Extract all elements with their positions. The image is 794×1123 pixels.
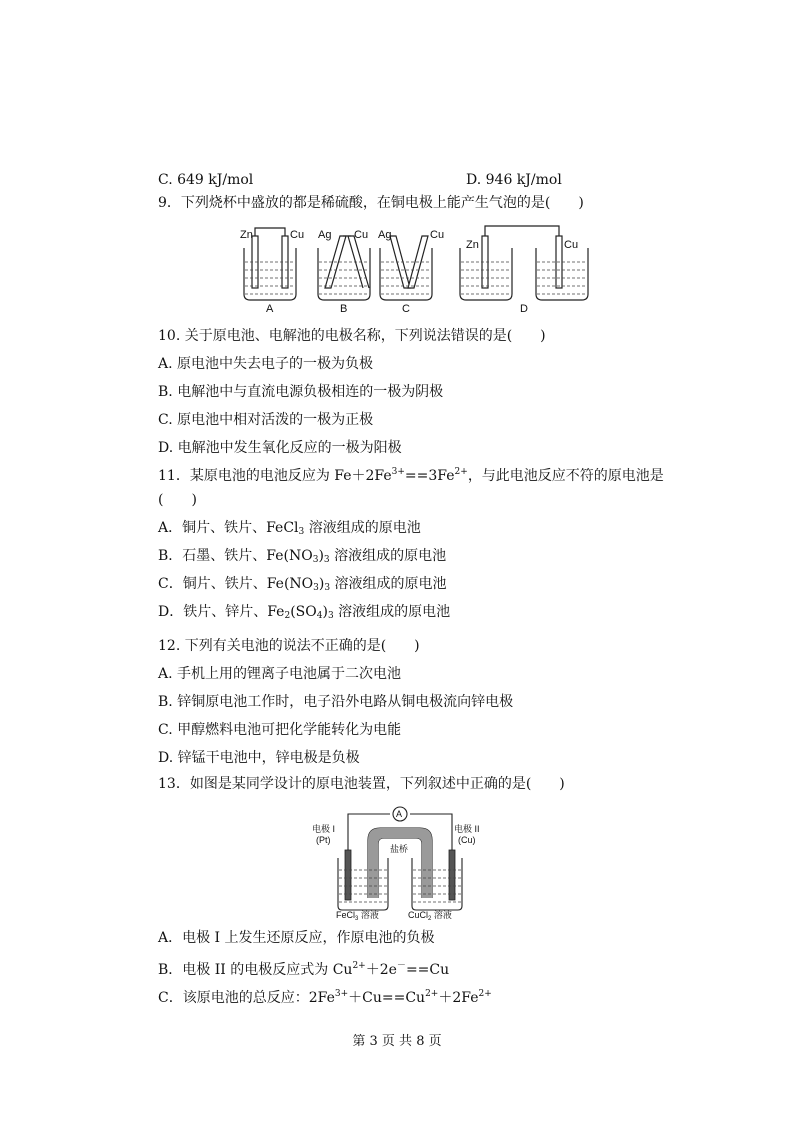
right-solution-label: CuCl$_2$ 溶液 — [408, 910, 452, 922]
q12-option-a: A. 手机上用的锂离子电池属于二次电池 — [158, 666, 402, 682]
q13-option-c: C．该原电池的总反应：$2Fe^{3+}+Cu==Cu^{2+}+2Fe^{2+}$ — [158, 989, 492, 1006]
q9-figure — [232, 222, 592, 315]
q11-option-a: A．铜片、铁片、FeCl$_3$ 溶液组成的原电池 — [158, 520, 421, 537]
salt-bridge-label: 盐桥 — [390, 844, 409, 854]
q9-a-left-label: Zn — [240, 229, 253, 241]
q9-c-right-label: Cu — [430, 229, 445, 241]
q9-a-right-label: Cu — [290, 229, 305, 241]
q10-option-c: C. 原电池中相对活泼的一极为正极 — [158, 412, 374, 428]
right-electrode-material: (Cu) — [458, 835, 476, 845]
q10-stem: 10. 关于原电池、电解池的电极名称，下列说法错误的是( ) — [158, 328, 546, 344]
left-electrode-material: (Pt) — [316, 835, 331, 845]
q9-b-left-label: Ag — [318, 229, 332, 241]
q13-figure — [310, 800, 490, 922]
q12-stem: 12. 下列有关电池的说法不正确的是( ) — [158, 638, 420, 654]
right-electrode-label: 电极 II — [454, 824, 480, 834]
q13-option-a: A．电极 I 上发生还原反应，作原电池的负极 — [158, 930, 435, 946]
q10-option-a: A. 原电池中失去电子的一极为负极 — [158, 356, 374, 372]
q11-option-c: C．铜片、铁片、$Fe(NO_3)_3$ 溶液组成的原电池 — [158, 576, 447, 593]
q9-label-a: A — [266, 303, 274, 315]
q9-label-b: B — [340, 303, 348, 315]
q9-d-left-label: Zn — [466, 239, 479, 251]
q9-stem: 9．下列烧杯中盛放的都是稀硫酸，在铜电极上能产生气泡的是( ) — [158, 195, 584, 211]
q11-stem: 11．某原电池的电池反应为 $Fe+2Fe^{3+}==3Fe^{2+}$，与此电池反应不符的原电池是 — [158, 467, 664, 484]
q11-stem-bracket: ( ) — [158, 492, 197, 508]
option-d: D. 946 kJ/mol — [466, 172, 562, 188]
prev-options-row — [158, 170, 678, 190]
q9-b-right-label: Cu — [354, 229, 369, 241]
left-solution-label: FeCl$_3$ 溶液 — [336, 910, 379, 922]
q11-option-b: B．石墨、铁片、$Fe(NO_3)_3$ 溶液组成的原电池 — [158, 548, 447, 565]
ammeter-label: A — [396, 809, 403, 819]
option-c: C. 649 kJ/mol — [158, 172, 254, 188]
q9-c-left-label: Ag — [378, 229, 392, 241]
q10-option-b: B. 电解池中与直流电源负极相连的一极为阴极 — [158, 384, 444, 400]
q11-option-d: D．铁片、锌片、$Fe_2(SO_4)_3$ 溶液组成的原电池 — [158, 604, 451, 621]
q12-option-b: B. 锌铜原电池工作时，电子沿外电路从铜电极流向锌电极 — [158, 694, 514, 710]
q13-stem: 13．如图是某同学设计的原电池装置，下列叙述中正确的是( ) — [158, 776, 565, 792]
q10-option-d: D. 电解池中发生氧化反应的一极为阳极 — [158, 440, 402, 456]
page-footer: 第 3 页 共 8 页 — [352, 1034, 442, 1049]
q12-option-d: D. 锌锰干电池中，锌电极是负极 — [158, 750, 360, 766]
q13-option-b: B．电极 II 的电极反应式为 $Cu^{2+}+2e^-==Cu$ — [158, 961, 450, 978]
left-electrode-label: 电极 I — [312, 824, 336, 834]
q9-label-c: C — [402, 303, 410, 315]
q12-option-c: C. 甲醇燃料电池可把化学能转化为电能 — [158, 722, 402, 738]
q9-d-right-label: Cu — [564, 239, 579, 251]
q9-label-d: D — [520, 303, 528, 315]
